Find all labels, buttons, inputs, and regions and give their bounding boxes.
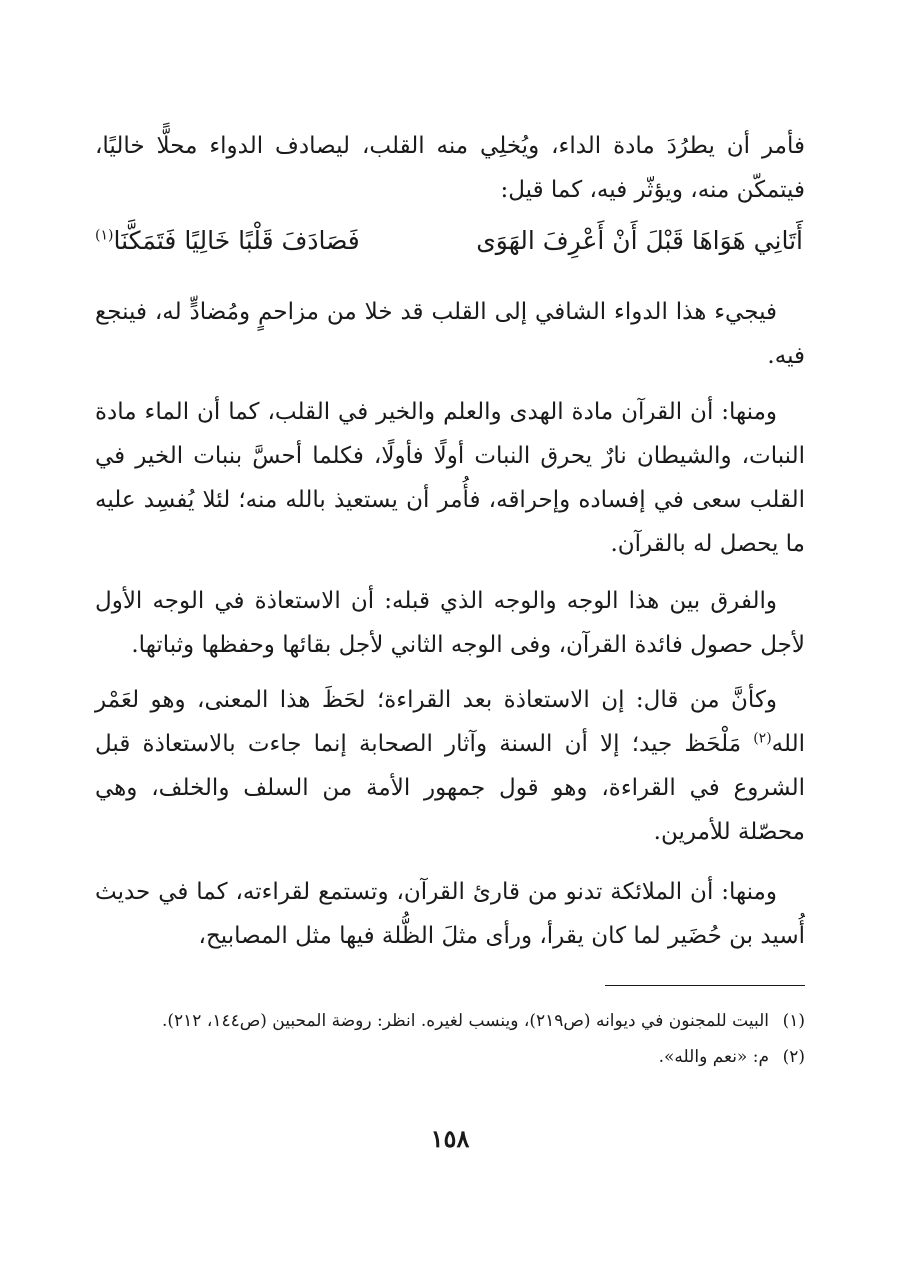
paragraph-3-text: ومنها: أن القرآن مادة الهدى والعلم والخير في القلب، كما أن الماء مادة النبات، والشيطان نارٌ يحرق النبات أولًا فأولًا، فكلما أحسَّ بنبات الخير في القلب سعى في إفساده وإحراقه، فأُمر أن يستعيذ بالله منه؛ لئلا يُفسِد عليه ما يحصل له بالقرآن. <box>95 399 805 557</box>
footnote-separator <box>605 985 805 986</box>
footnote-1-text: البيت للمجنون في ديوانه (ص٢١٩)، وينسب لغيره. انظر: روضة المحبين (ص١٤٤، ٢١٢). <box>161 1011 769 1031</box>
verse-first-hemistich: أَتَانِي هَوَاهَا قَبْلَ أَنْ أَعْرِفَ الهَوَى <box>476 226 803 255</box>
paragraph-1-line-2: فيتمكّن منه، ويؤثّر فيه، كما قيل: <box>500 177 805 203</box>
paragraph-4 <box>95 579 805 667</box>
paragraph-5-part-1: وكأنَّ من قال: إن الاستعاذة بعد القراءة؛ لحَظَ هذا المعنى، وهو لعَمْر الله <box>95 687 805 757</box>
paragraph-5 <box>95 678 805 854</box>
footnote-marker-2: (٢) <box>753 730 772 747</box>
footnote-2-number: (٢) <box>782 1047 805 1067</box>
footnote-marker-1: (١) <box>95 227 114 244</box>
footnotes <box>95 1005 805 1074</box>
footnote-1-number: (١) <box>782 1011 805 1031</box>
paragraph-6-text: ومنها: أن الملائكة تدنو من قارئ القرآن، وتستمع لقراءته، كما في حديث أُسيد بن حُضَير لما كان يقرأ، ورأى مثلَ الظُّلة فيها مثل المصابيح، <box>95 879 805 949</box>
paragraph-3 <box>95 390 805 566</box>
footnote-2 <box>95 1041 805 1074</box>
verse <box>95 219 805 263</box>
paragraph-1-line-1: فأمر أن يطرُدَ مادة الداء، ويُخلِي منه القلب، ليصادف الدواء محلًّا خاليًا، <box>95 133 805 159</box>
paragraph-5-part-2: مَلْحَظ جيد؛ إلا أن السنة وآثار الصحابة إنما جاءت بالاستعاذة قبل الشروع في القراءة، وهو قول جمهور الأمة من السلف والخلف، وهي محصّلة للأمرين. <box>95 731 805 845</box>
paragraph-2-text: فيجيء هذا الدواء الشافي إلى القلب قد خلا من مزاحمٍ ومُضادٍّ له، فينجع فيه. <box>95 299 805 369</box>
verse-second-hemistich <box>95 219 360 263</box>
verse-second-hemistich-text: فَصَادَفَ قَلْبًا خَالِيًا فَتَمَكَّنَا <box>113 226 360 255</box>
paragraph-5-text <box>95 678 805 854</box>
paragraph-6 <box>95 870 805 958</box>
paragraph-2 <box>95 290 805 378</box>
footnote-2-text: م: «نعم والله». <box>658 1047 769 1067</box>
footnote-1 <box>95 1005 805 1038</box>
paragraph-4-text: والفرق بين هذا الوجه والوجه الذي قبله: أن الاستعاذة في الوجه الأول لأجل حصول فائدة القرآن، وفى الوجه الثاني لأجل بقائها وحفظها وثباتها. <box>95 588 805 658</box>
paragraph-1 <box>95 124 805 212</box>
page-number: ١٥٨ <box>430 1124 470 1153</box>
